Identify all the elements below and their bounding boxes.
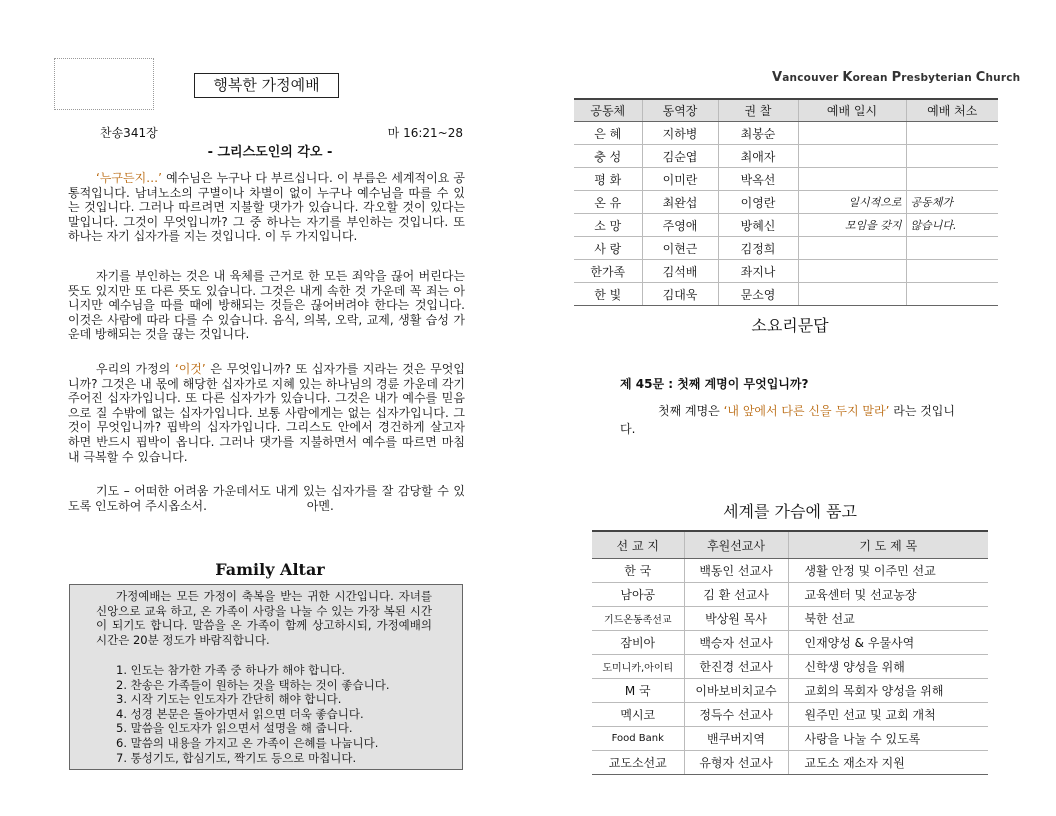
table-cell: Food Bank [592, 727, 684, 751]
table-cell: 사랑을 나눌 수 있도록 [788, 727, 988, 751]
highlighted-text: ‘내 앞에서 다른 신을 두지 말라’ [723, 404, 890, 418]
list-item: 4. 성경 본문은 돌아가면서 읽으면 더욱 좋습니다. [116, 706, 364, 721]
table-header: 동역장 [642, 99, 718, 122]
family-altar-title: Family Altar [215, 560, 325, 579]
table-cell: M 국 [592, 679, 684, 703]
table-row [574, 168, 998, 191]
list-item: 7. 통성기도, 합심기도, 짝기도 등으로 마칩니다. [116, 750, 357, 765]
table-cell: 김순엽 [642, 145, 718, 168]
body-text: 우리의 가정의 [96, 362, 175, 376]
body-text: 은 무엇입니까? 또 십자가를 지라는 것은 무엇입니까? 그것은 내 몫에 해당한 십자가로 지혜 있는 하나님의 경륜 가운데 각기 주어진 십자가입니다. 또 다른 십자가가 있습니다. 그것은 내가 예수를 믿음으로 질 수밖에 없는 십자가입니다. 보통 사람에게는 없는 십자가입니다. 그것이 무엇입니까? 핍박의 십자가입니다. 그리스도 안에서 경건하게 살고자 하면 반드시 핍박이 옵니다. 그러나 댓가를 지불하면서 예수를 따르면 마침내 극복할 수 있습니다. [68, 362, 465, 464]
church-name: Vancouver Korean Presbyterian Church [772, 70, 1021, 85]
table-row [592, 703, 988, 727]
hymn-reference: 찬송341장 [100, 126, 158, 140]
table-cell: 방혜신 [718, 214, 798, 237]
table-cell: 이미란 [642, 168, 718, 191]
table-cell: 김대욱 [642, 283, 718, 306]
table-cell: 유형자 선교사 [684, 751, 788, 775]
table-cell: 모임을 갖지 [798, 214, 906, 237]
family-altar-intro [96, 589, 432, 647]
table-row [592, 631, 988, 655]
table-cell: 소 망 [574, 214, 642, 237]
table-cell: 김 환 선교사 [684, 583, 788, 607]
table-cell [906, 145, 998, 168]
table-cell: 온 유 [574, 191, 642, 214]
table-cell: 김정희 [718, 237, 798, 260]
table-cell [906, 122, 998, 145]
table-header: 예배 처소 [906, 99, 998, 122]
table-cell: 밴쿠버지역 [684, 727, 788, 751]
table-cell: 박옥선 [718, 168, 798, 191]
table-row [574, 283, 998, 306]
list-item: 6. 말씀의 내용을 가지고 온 가족이 은혜를 나눕니다. [116, 735, 379, 750]
table-cell: 기드온동족선교 [592, 607, 684, 631]
table-cell: 한진경 선교사 [684, 655, 788, 679]
table-cell: 백동인 선교사 [684, 559, 788, 583]
table-header: 권 찰 [718, 99, 798, 122]
table-header: 예배 일시 [798, 99, 906, 122]
table-cell: 정득수 선교사 [684, 703, 788, 727]
catechism-question: 제 45문 : 첫째 계명이 무엇입니까? [620, 377, 809, 391]
table-cell: 북한 선교 [788, 607, 988, 631]
table-cell: 신학생 양성을 위해 [788, 655, 988, 679]
table-cell [906, 237, 998, 260]
mission-table [592, 530, 988, 775]
table-cell: 이바보비치교수 [684, 679, 788, 703]
table-cell: 일시적으로 [798, 191, 906, 214]
list-item: 2. 찬송은 가족들이 원하는 것을 택하는 것이 좋습니다. [116, 677, 390, 692]
body-text: 라는 것입니다. [620, 404, 955, 436]
table-cell: 교도소 재소자 지원 [788, 751, 988, 775]
table-cell: 한 국 [592, 559, 684, 583]
table-row [574, 191, 998, 214]
table-cell: 사 랑 [574, 237, 642, 260]
table-cell: 교회의 목회자 양성을 위해 [788, 679, 988, 703]
community-table [574, 98, 998, 306]
table-row [574, 214, 998, 237]
table-cell: 충 성 [574, 145, 642, 168]
mission-title: 세계를 가슴에 품고 [723, 502, 857, 521]
list-item: 1. 인도는 참가한 가족 중 하나가 해야 합니다. [116, 663, 346, 677]
table-cell: 최애자 [718, 145, 798, 168]
decorative-dotted-box [54, 58, 154, 110]
body-text: 첫째 계명은 [658, 404, 724, 418]
sermon-paragraph-2 [68, 269, 465, 342]
table-cell [798, 122, 906, 145]
sermon-paragraph-2-text: 자기를 부인하는 것은 내 육체를 근거로 한 모든 죄악을 끊어 버린다는 뜻도 있지만 또 다른 뜻도 있습니다. 그것은 내게 속한 것 가운데 꼭 죄는 아니지만 예수님을 따를 때에 방해되는 것들은 끊어버려야 한다는 것입니다. 이것은 사람에 따라 다를 수 있습니다. 음식, 의복, 오락, 교제, 생활 습성 가운데 방해되는 것을 끊는 것입니다. [68, 269, 465, 342]
catechism-answer-text [620, 404, 955, 436]
table-header: 선 교 지 [592, 531, 684, 559]
sermon-paragraph-1 [68, 171, 465, 244]
prayer-text: 기도 – 어떠한 어려움 가운데서도 내게 있는 십자가를 잘 감당할 수 있도록 인도하여 주시옵소서. [68, 484, 465, 513]
sermon-paragraph-3 [68, 362, 465, 464]
table-cell [906, 283, 998, 306]
table-cell: 평 화 [574, 168, 642, 191]
table-cell [798, 237, 906, 260]
table-cell [906, 168, 998, 191]
table-row [592, 583, 988, 607]
catechism-answer [620, 402, 955, 438]
table-header: 후원선교사 [684, 531, 788, 559]
table-cell: 은 혜 [574, 122, 642, 145]
table-row [592, 559, 988, 583]
table-cell: 박상원 목사 [684, 607, 788, 631]
table-cell: 좌지나 [718, 260, 798, 283]
table-cell: 도미니카,아이티 [592, 655, 684, 679]
table-cell: 최봉순 [718, 122, 798, 145]
sermon-paragraph-3-text [68, 362, 465, 464]
table-cell: 원주민 선교 및 교회 개척 [788, 703, 988, 727]
table-cell [798, 260, 906, 283]
list-item: 3. 시작 기도는 인도자가 간단히 해야 합니다. [116, 692, 342, 707]
table-cell: 김석배 [642, 260, 718, 283]
table-cell [906, 260, 998, 283]
table-cell: 주영애 [642, 214, 718, 237]
table-row [574, 122, 998, 145]
table-row [574, 145, 998, 168]
table-cell: 교육센터 및 선교농장 [788, 583, 988, 607]
table-cell: 최완섭 [642, 191, 718, 214]
table-cell [798, 168, 906, 191]
table-cell: 남아공 [592, 583, 684, 607]
table-row [592, 751, 988, 775]
table-row [574, 237, 998, 260]
table-cell: 잠비아 [592, 631, 684, 655]
table-cell: 한가족 [574, 260, 642, 283]
table-row [574, 260, 998, 283]
table-cell: 멕시코 [592, 703, 684, 727]
sermon-subtitle: - 그리스도인의 각오 - [207, 145, 333, 160]
table-cell: 백승자 선교사 [684, 631, 788, 655]
table-cell: 한 빛 [574, 283, 642, 306]
table-header: 기 도 제 목 [788, 531, 988, 559]
list-item: 5. 말씀을 인도자가 읽으면서 설명을 해 줍니다. [116, 721, 353, 736]
sermon-paragraph-1-text [68, 171, 465, 243]
highlighted-text: ‘이것’ [174, 362, 206, 376]
table-cell: 문소영 [718, 283, 798, 306]
table-row [592, 655, 988, 679]
highlighted-text: ‘누구든지…’ [96, 171, 162, 185]
table-cell: 교도소선교 [592, 751, 684, 775]
table-cell: 지하병 [642, 122, 718, 145]
family-altar-intro-text: 가정예배는 모든 가정이 축복을 받는 귀한 시간입니다. 자녀를 신앙으로 교육 하고, 온 가족이 사랑을 나눌 수 있는 가장 복된 시간이 되기도 합니다. 말씀을 온 가족이 함께 상고하시되, 가정예배의 시간은 20분 정도가 바람직합니다. [96, 589, 432, 647]
table-header: 공동체 [574, 99, 642, 122]
table-cell: 생활 안정 및 이주민 선교 [788, 559, 988, 583]
catechism-title: 소요리문답 [751, 316, 829, 335]
table-cell [798, 145, 906, 168]
table-row [592, 607, 988, 631]
table-row [592, 727, 988, 751]
table-cell: 이현근 [642, 237, 718, 260]
page-title: 행복한 가정예배 [194, 73, 339, 98]
table-cell: 인재양성 & 우물사역 [788, 631, 988, 655]
table-row [592, 679, 988, 703]
table-cell: 공동체가 [906, 191, 998, 214]
body-text: 예수님은 누구나 다 부르십니다. 이 부름은 세계적이요 공통적입니다. 남녀노소의 구별이나 차별이 없이 누구나 예수님을 따를 수 있는 것입니다. 그러나 따르려면 지불할 댓가가 있습니다. 각오할 것이 있다는 말입니다. 그것이 무엇입니까? 그 중 하나는 자기를 부인하는 것입니다. 또 하나는 자기 십자가를 지는 것입니다. 이 두 가지입니다. [68, 171, 465, 244]
family-altar-list [116, 663, 446, 765]
table-cell: 이영란 [718, 191, 798, 214]
table-cell [798, 283, 906, 306]
amen-text: 아멘. [306, 498, 334, 513]
table-cell: 않습니다. [906, 214, 998, 237]
scripture-reference: 마 16:21~28 [387, 126, 463, 140]
prayer-paragraph [68, 484, 465, 513]
family-altar-box [69, 584, 463, 770]
